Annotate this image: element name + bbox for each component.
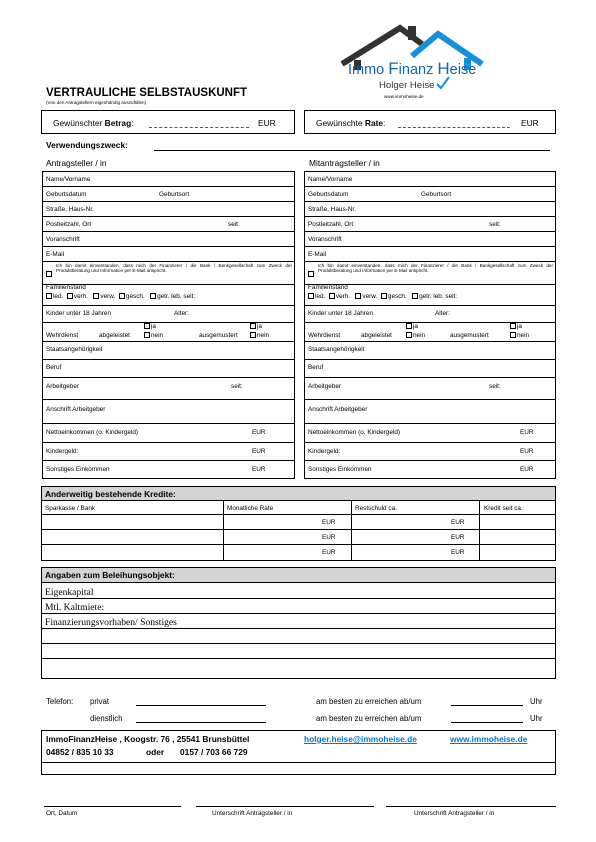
sonstiges-field[interactable]: Sonstiges Einkommen	[46, 466, 110, 473]
netto-field[interactable]: Nettoeinkommen (o. Kindergeld)	[46, 429, 138, 436]
verh-checkbox[interactable]	[67, 293, 73, 299]
geburtsdatum-field[interactable]: Geburtsdatum	[46, 191, 87, 198]
vorhaben-field[interactable]: Finanzierungsvorhaben/ Sonstiges	[45, 617, 177, 628]
consent-text: Ich bin damit einverstanden, dass mich der Finanzierer / die Bank / Bankgesellschaft zum Zweck der Produktberatung und Information per E-Mail anspricht.	[56, 263, 292, 274]
betrag-label: Gewünschter Betrag:	[53, 118, 134, 128]
logo-brand: Immo Finanz Heise	[348, 59, 477, 78]
seit-field[interactable]: seit:	[228, 221, 240, 228]
page-title: VERTRAULICHE SELBSTAUSKUNFT	[46, 87, 248, 99]
getr-checkbox[interactable]	[150, 293, 156, 299]
ausgemustert-label: ausgemustert	[199, 332, 238, 339]
sonstiges-eur: EUR	[252, 466, 266, 473]
alter-field[interactable]: Alter:	[174, 310, 189, 317]
familienstand-options: led. verh. verw. gesch. getr. leb. seit:	[46, 293, 195, 300]
kredite-title: Anderweitig bestehende Kredite:	[41, 486, 556, 501]
telefon-privat-label: privat	[90, 697, 110, 706]
signature-line-1[interactable]	[196, 806, 374, 807]
dienstlich-erreichen-label: am besten zu erreichen ab/um	[316, 714, 422, 723]
ausgemustert-ja-checkbox[interactable]	[250, 323, 256, 329]
kredite-rest-eur-3: EUR	[451, 549, 465, 556]
kredite-rate-eur-3: EUR	[322, 549, 336, 556]
co-sonstiges-eur: EUR	[520, 466, 534, 473]
co-kindergeld-eur: EUR	[520, 448, 534, 455]
kredite-header-rate: Monatliche Rate	[227, 505, 274, 512]
plz-field[interactable]: Postleitzahl, Ort	[46, 221, 92, 228]
co-led-checkbox[interactable]	[308, 293, 314, 299]
co-arbeitgeber-seit-field[interactable]: seit:	[489, 383, 501, 390]
co-familienstand-label: Familienstand	[308, 284, 348, 291]
voranschrift-field[interactable]: Voranschrift	[46, 236, 80, 243]
rate-eur: EUR	[521, 118, 539, 128]
antragsteller-heading: Antragsteller / in	[46, 158, 107, 168]
kredite-header-seit: Kredit seit ca.	[484, 505, 523, 512]
led-checkbox[interactable]	[46, 293, 52, 299]
phone-1: 04852 / 835 10 33	[46, 747, 114, 757]
telefon-dienstlich-label: dienstlich	[90, 714, 123, 723]
wehrdienst-label: Wehrdienst	[46, 332, 79, 339]
co-anschrift-arbeitgeber-field[interactable]: Anschrift Arbeitgeber	[308, 406, 368, 413]
kredite-rest-eur-2: EUR	[451, 534, 465, 541]
co-abgeleistet-nein-checkbox[interactable]	[406, 332, 412, 338]
kindergeld-eur: EUR	[252, 448, 266, 455]
geburtsort-field[interactable]: Geburtsort	[159, 191, 190, 198]
objekt-title: Angaben zum Beleihungsobjekt:	[41, 567, 556, 583]
signature-label-1: Unterschrift Antragsteller / in	[212, 810, 293, 817]
company-address: ImmoFinanzHeise , Koogstr. 76 , 25541 Brunsbüttel	[46, 734, 250, 744]
kredite-header-restschuld: Restschuld ca.	[355, 505, 397, 512]
co-consent-checkbox[interactable]	[308, 271, 314, 277]
phone-oder: oder	[146, 747, 165, 757]
website-link[interactable]: www.immoheise.de	[450, 734, 528, 744]
dienstlich-uhr-label: Uhr	[530, 714, 543, 723]
betrag-field[interactable]	[149, 127, 249, 128]
email-link[interactable]: holger.heise@immoheise.de	[304, 734, 417, 744]
kredite-header-bank: Sparkasse / Bank	[45, 505, 96, 512]
kredite-rest-eur-1: EUR	[451, 519, 465, 526]
ausgemustert-nein-checkbox[interactable]	[250, 332, 256, 338]
mitantragsteller-heading: Mitantragsteller / in	[309, 158, 380, 168]
rate-field[interactable]	[398, 127, 510, 128]
arbeitgeber-field[interactable]: Arbeitgeber	[46, 383, 80, 390]
ort-datum-line[interactable]	[44, 806, 181, 807]
verwendungszweck-field[interactable]	[154, 150, 550, 151]
co-consent-text: Ich bin damit einverstanden, dass mich der Finanzierer / die Bank / Bankgesellschaft zum Zweck der Produktberatung und Information per E-Mail anspricht.	[318, 263, 553, 274]
staat-field[interactable]: Staatsangehörigkeit	[46, 346, 103, 353]
co-kindergeld-field[interactable]: Kindergeld:	[308, 448, 341, 455]
co-seit-field[interactable]: seit:	[489, 221, 501, 228]
page-subtitle: (Von den Antragstellern eigenhändig auszufüllen)	[46, 100, 147, 105]
ort-datum-label: Ort, Datum	[46, 810, 78, 817]
verwendungszweck-label: Verwendungszweck:	[46, 140, 128, 150]
co-ausgemustert-ja-checkbox[interactable]	[510, 323, 516, 329]
abgeleistet-nein-checkbox[interactable]	[144, 332, 150, 338]
logo	[340, 22, 485, 104]
familienstand-label: Familienstand	[46, 284, 86, 291]
abgeleistet-ja-checkbox[interactable]	[144, 323, 150, 329]
co-alter-field[interactable]: Alter:	[435, 310, 450, 317]
co-abgeleistet-label: abgeleistet	[361, 332, 392, 339]
co-kinder-field[interactable]: Kinder unter 18 Jahren	[308, 310, 374, 317]
signature-line-2[interactable]	[386, 806, 556, 807]
telefon-label: Telefon:	[46, 697, 74, 706]
co-verw-checkbox[interactable]	[355, 293, 361, 299]
betrag-eur: EUR	[258, 118, 276, 128]
co-netto-field[interactable]: Nettoeinkommen (o. Kindergeld)	[308, 429, 400, 436]
mitantragsteller-table: Name/Vorname Geburtsdatum Geburtsort Straße, Haus-Nr. Postleitzahl, Ort seit: Voranschrift E-Mail Ich bin damit einverstanden, dass mich der Finanzierer / die Bank / Bankgesellschaft zum Zweck der Produktberatung und Information per E-Mail anspricht. Familienstand led. verh. verw. gesch. getr. leb. seit: Kinder unter 18 Jahren Alter: ja ja Wehrdienst abgeleistet nein ausgemustert nein Staatsangehörigkeit Beruf Arbeitgeber seit: Anschrift Arbeitgeber Nettoeinkommen (o. Kindergeld) EUR Kindergeld: EUR Sonstiges Einkommen EUR	[304, 171, 556, 479]
co-getr-checkbox[interactable]	[412, 293, 418, 299]
gesch-checkbox[interactable]	[119, 293, 125, 299]
rate-label: Gewünschte Rate:	[316, 118, 386, 128]
co-name-field[interactable]: Name/Vorname	[308, 176, 353, 183]
verw-checkbox[interactable]	[93, 293, 99, 299]
co-wehrdienst-label: Wehrdienst	[308, 332, 341, 339]
privat-uhr-label: Uhr	[530, 697, 543, 706]
netto-eur: EUR	[252, 429, 266, 436]
email-field[interactable]: E-Mail	[46, 251, 65, 258]
kindergeld-field[interactable]: Kindergeld:	[46, 448, 79, 455]
kinder-field[interactable]: Kinder unter 18 Jahren	[46, 310, 112, 317]
co-geburtsdatum-field[interactable]: Geburtsdatum	[308, 191, 349, 198]
privat-erreichen-field[interactable]	[451, 705, 523, 706]
co-ausgemustert-nein-checkbox[interactable]	[510, 332, 516, 338]
co-abgeleistet-ja-checkbox[interactable]	[406, 323, 412, 329]
antragsteller-table: Name/Vorname Geburtsdatum Geburtsort Straße, Haus-Nr. Postleitzahl, Ort seit: Voranschrift E-Mail Ich bin damit einverstanden, dass mich der Finanzierer / die Bank / Bankgesellschaft zum Zweck der Produktberatung und Information per E-Mail anspricht. Familienstand led. verh. verw. gesch. getr. leb. seit: Kinder unter 18 Jahren Alter: ja ja Wehrdienst abgeleistet nein ausgemustert nein Staatsangehörigkeit Beruf Arbeitgeber seit: Anschrift Arbeitgeber Nettoeinkommen (o. Kindergeld) EUR Kindergeld: EUR Sonstiges Einkommen EUR	[42, 171, 295, 479]
phone-2: 0157 / 703 66 729	[180, 747, 248, 757]
co-familienstand-options: led. verh. verw. gesch. getr. leb. seit:	[308, 293, 457, 300]
arbeitgeber-seit-field[interactable]: seit:	[231, 383, 243, 390]
signature-label-2: Unterschrift Antragsteller / in	[414, 810, 495, 817]
kredite-rate-eur-2: EUR	[322, 534, 336, 541]
abgeleistet-label: abgeleistet	[99, 332, 130, 339]
strasse-field[interactable]: Straße, Haus-Nr.	[46, 206, 94, 213]
co-strasse-field[interactable]: Straße, Haus-Nr.	[308, 206, 356, 213]
co-sonstiges-field[interactable]: Sonstiges Einkommen	[308, 466, 372, 473]
co-verh-checkbox[interactable]	[329, 293, 335, 299]
beruf-field[interactable]: Beruf	[46, 364, 62, 371]
checkmark-icon	[436, 76, 450, 90]
co-email-field[interactable]: E-Mail	[308, 251, 327, 258]
co-arbeitgeber-field[interactable]: Arbeitgeber	[308, 383, 342, 390]
kredite-rate-eur-1: EUR	[322, 519, 336, 526]
anschrift-arbeitgeber-field[interactable]: Anschrift Arbeitgeber	[46, 406, 106, 413]
name-field[interactable]: Name/Vorname	[46, 176, 91, 183]
privat-erreichen-label: am besten zu erreichen ab/um	[316, 697, 422, 706]
co-beruf-field[interactable]: Beruf	[308, 364, 324, 371]
co-gesch-checkbox[interactable]	[381, 293, 387, 299]
co-ausgemustert-label: ausgemustert	[450, 332, 489, 339]
logo-name: Holger Heise	[379, 80, 435, 91]
kaltmiete-field[interactable]: Mtl. Kaltmiete:	[45, 602, 105, 613]
co-plz-field[interactable]: Postleitzahl, Ort	[308, 221, 354, 228]
co-voranschrift-field[interactable]: Voranschrift	[308, 236, 342, 243]
telefon-dienstlich-field[interactable]	[136, 722, 266, 723]
consent-checkbox[interactable]	[46, 271, 52, 277]
dienstlich-erreichen-field[interactable]	[451, 722, 523, 723]
co-geburtsort-field[interactable]: Geburtsort	[421, 191, 452, 198]
telefon-privat-field[interactable]	[136, 705, 266, 706]
co-staat-field[interactable]: Staatsangehörigkeit	[308, 346, 365, 353]
co-netto-eur: EUR	[520, 429, 534, 436]
eigenkapital-field[interactable]: Eigenkapital	[45, 587, 94, 598]
logo-url: www.immoheise.de	[384, 94, 424, 99]
